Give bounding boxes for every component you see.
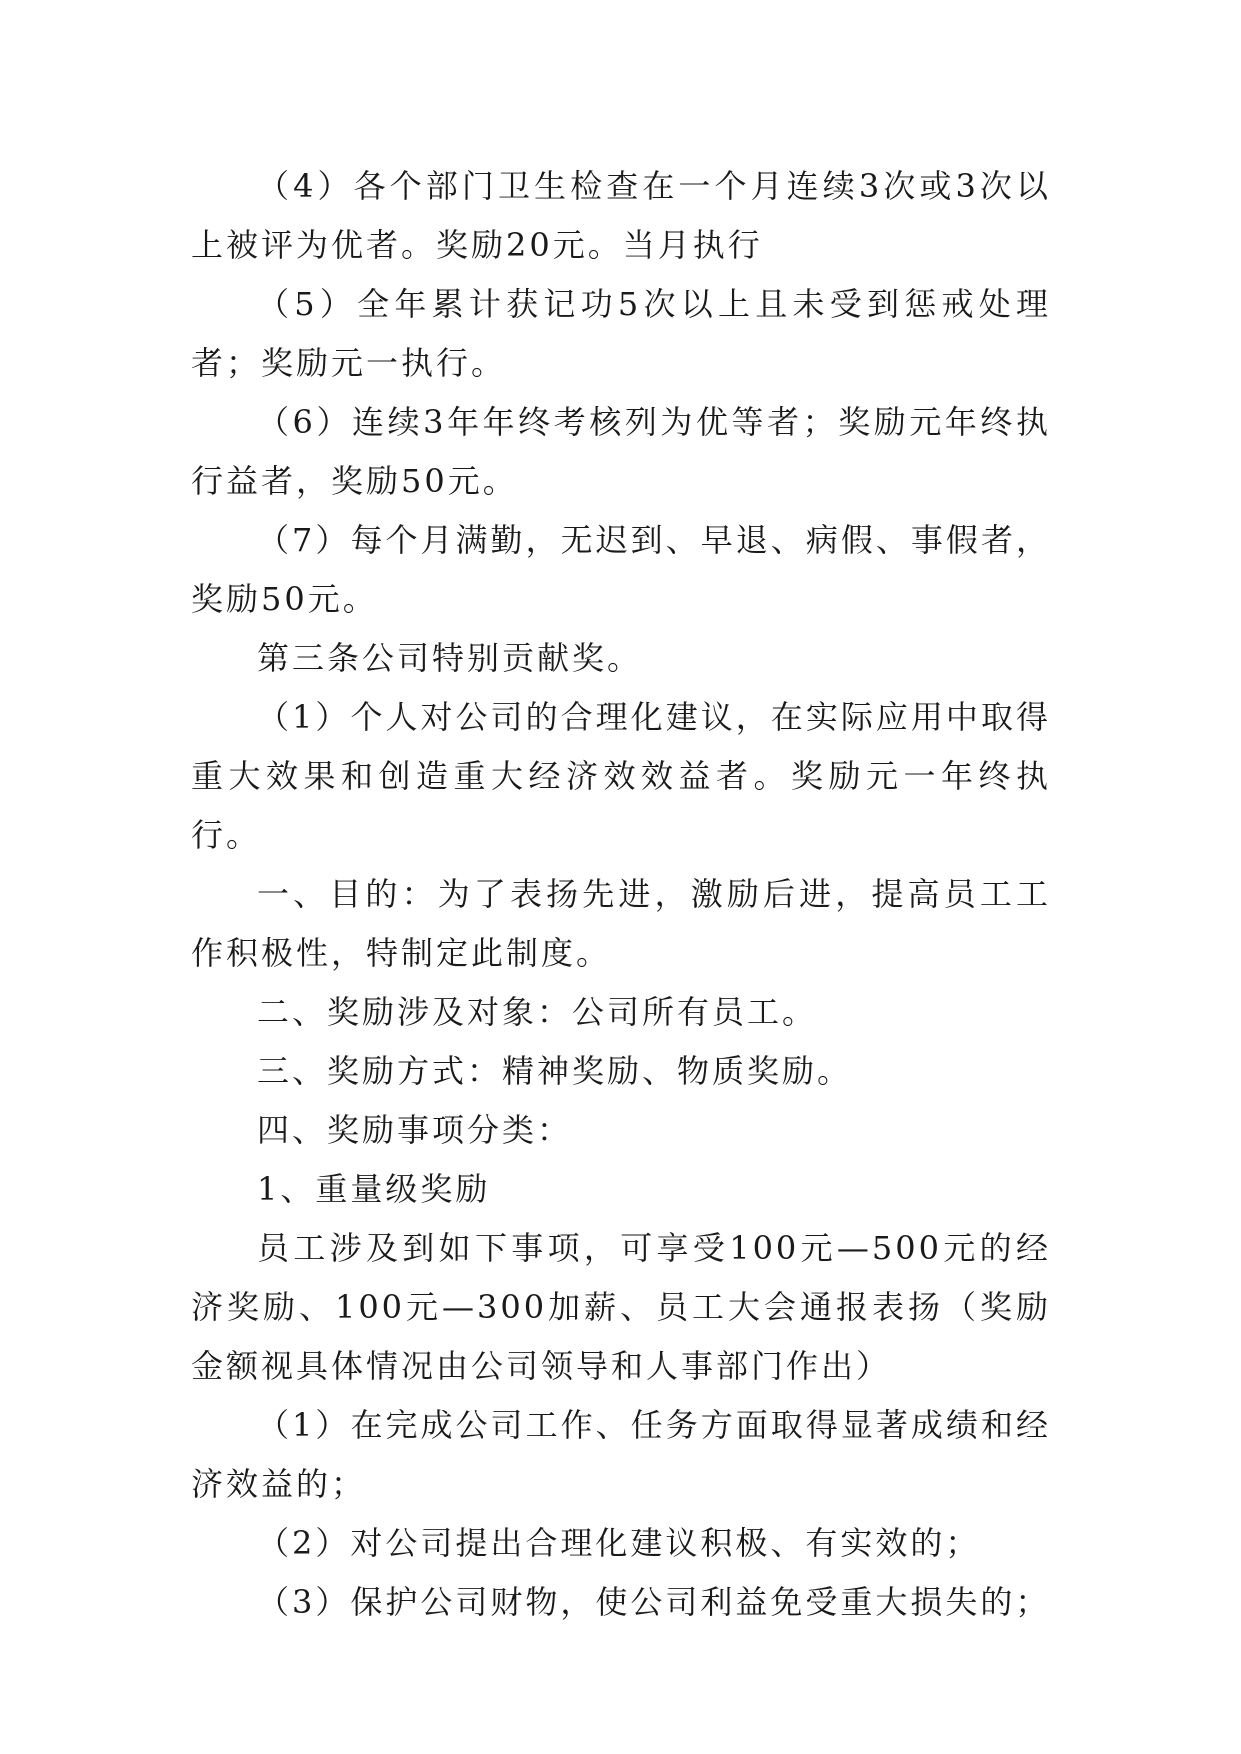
paragraph: （6）连续3年年终考核列为优等者；奖励元年终执行益者，奖励50元。 xyxy=(191,403,1051,500)
paragraph: （2）对公司提出合理化建议积极、有实效的； xyxy=(257,1524,981,1562)
paragraph: 二、奖励涉及对象：公司所有员工。 xyxy=(257,993,818,1031)
paragraph: 三、奖励方式：精神奖励、物质奖励。 xyxy=(257,1052,853,1090)
paragraph: （3）保护公司财物，使公司利益免受重大损失的； xyxy=(257,1583,1051,1621)
paragraph: 第三条公司特别贡献奖。 xyxy=(257,639,643,677)
paragraph: （4）各个部门卫生检查在一个月连续3次或3次以上被评为优者。奖励20元。当月执行 xyxy=(191,167,1051,264)
paragraph: （5）全年累计获记功5次以上且未受到惩戒处理者；奖励元一执行。 xyxy=(191,285,1051,382)
paragraph: （1）个人对公司的合理化建议，在实际应用中取得重大效果和创造重大经济效效益者。奖励元一年终执行。 xyxy=(191,698,1051,854)
paragraph: （1）在完成公司工作、任务方面取得显著成绩和经济效益的； xyxy=(191,1406,1051,1503)
document-page xyxy=(191,157,1051,1632)
paragraph: 1、重量级奖励 xyxy=(257,1170,491,1208)
paragraph: （7）每个月满勤，无迟到、早退、病假、事假者，奖励50元。 xyxy=(191,521,1051,618)
paragraph: 员工涉及到如下事项，可享受100元—500元的经济奖励、100元—300加薪、员工大会通报表扬（奖励金额视具体情况由公司领导和人事部门作出） xyxy=(191,1229,1051,1385)
paragraph: 四、奖励事项分类： xyxy=(257,1111,573,1149)
paragraph: 一、目的：为了表扬先进，激励后进，提高员工工作积极性，特制定此制度。 xyxy=(191,875,1051,972)
